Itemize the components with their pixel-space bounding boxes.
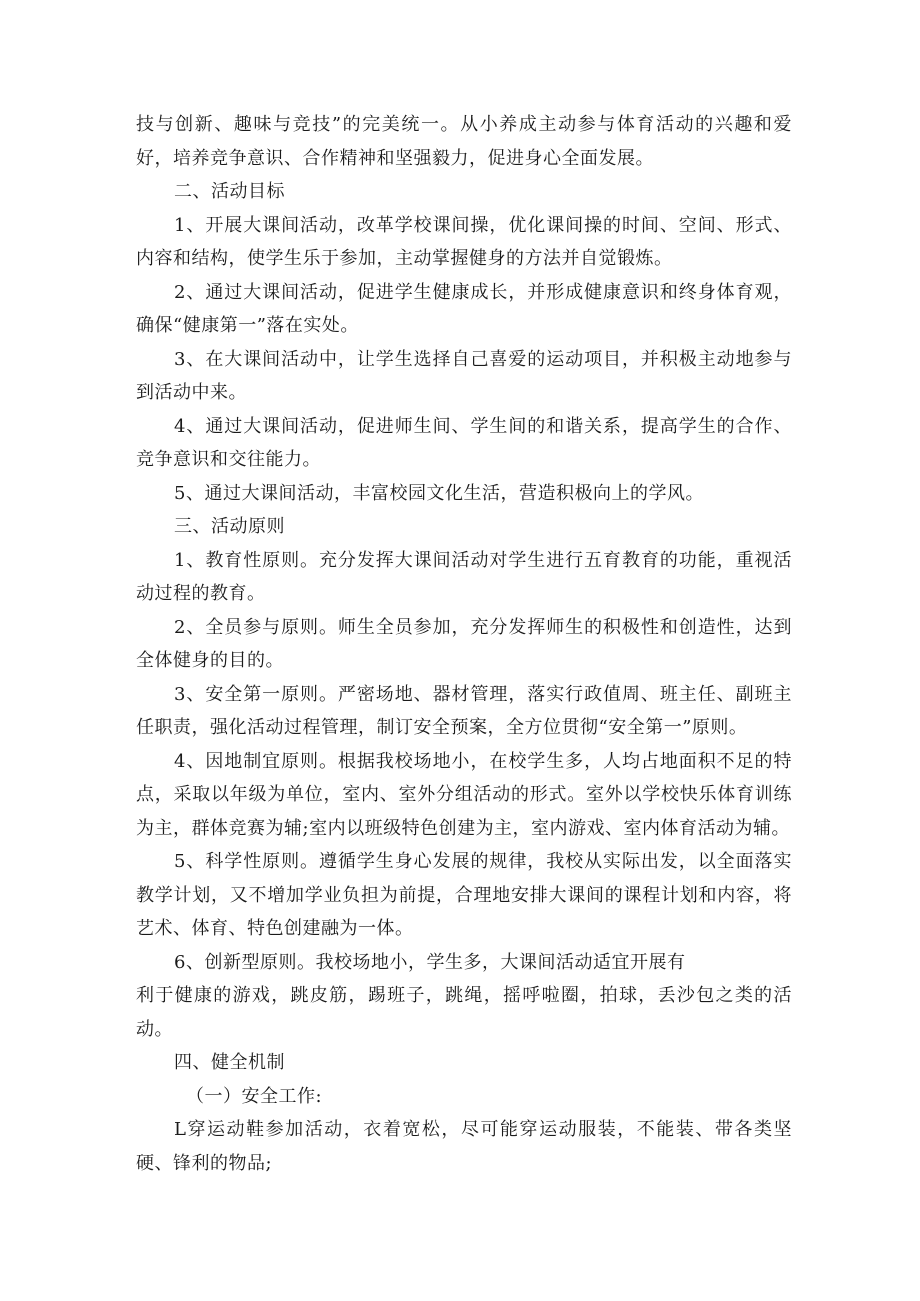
principle-item-1: 1、教育性原则。充分发挥大课间活动对学生进行五育教育的功能，重视活动过程的教育。	[136, 549, 792, 604]
paragraph-intro-continued: 技与创新、趣味与竞技”的完美统一。从小养成主动参与体育活动的兴趣和爱好，培养竞争意识、合作精神和坚强毅力，促进身心全面发展。	[136, 114, 792, 169]
principle-item-6-continued: 利于健康的游戏，跳皮筋，踢班子，跳绳，摇呼啦圈，拍球，丢沙包之类的活动。	[136, 985, 792, 1040]
principle-item-3: 3、安全第一原则。严密场地、器材管理，落实行政值周、班主任、副班主任职责，强化活动过程管理，制订安全预案，全方位贯彻“安全第一”原则。	[136, 683, 792, 738]
principle-item-4: 4、因地制宜原则。根据我校场地小，在校学生多，人均占地面积不足的特点，采取以年级为单位，室内、室外分组活动的形式。室外以学校快乐体育训练为主，群体竞赛为辅;室内以班级特色创建为主，室内游戏、室内体育活动为辅。	[136, 750, 792, 839]
goal-item-4: 4、通过大课间活动，促进师生间、学生间的和谐关系，提高学生的合作、竞争意识和交往能力。	[136, 415, 792, 470]
goal-item-2: 2、通过大课间活动，促进学生健康成长，并形成健康意识和终身体育观，确保“健康第一”落在实处。	[136, 281, 792, 336]
principle-item-5: 5、科学性原则。遵循学生身心发展的规律，我校从实际出发，以全面落实教学计划，又不增加学业负担为前提，合理地安排大课间的课程计划和内容，将艺术、体育、特色创建融为一体。	[136, 851, 792, 939]
section-heading-goals: 二、活动目标	[174, 181, 285, 202]
section-heading-principles: 三、活动原则	[174, 516, 285, 537]
principle-item-2: 2、全员参与原则。师生全员参加，充分发挥师生的积极性和创造性，达到全体健身的目的。	[136, 616, 792, 671]
goal-item-1: 1、开展大课间活动，改革学校课间操，优化课间操的时间、空间、形式、内容和结构，使学生乐于参加，主动掌握健身的方法并自觉锻炼。	[136, 214, 792, 269]
principle-item-6: 6、创新型原则。我校场地小，学生多，大课间活动适宜开展有	[174, 951, 686, 973]
subsection-heading-safety: （一）安全工作:	[186, 1085, 323, 1107]
section-heading-mechanism: 四、健全机制	[174, 1052, 285, 1073]
safety-item-1: L穿运动鞋参加活动，衣着宽松，尽可能穿运动服装，不能装、带各类坚硬、锋利的物品;	[136, 1119, 792, 1174]
document-body	[136, 108, 792, 1180]
goal-item-5: 5、通过大课间活动，丰富校园文化生活，营造积极向上的学风。	[174, 482, 704, 504]
goal-item-3: 3、在大课间活动中，让学生选择自己喜爱的运动项目，并积极主动地参与到活动中来。	[136, 348, 792, 403]
